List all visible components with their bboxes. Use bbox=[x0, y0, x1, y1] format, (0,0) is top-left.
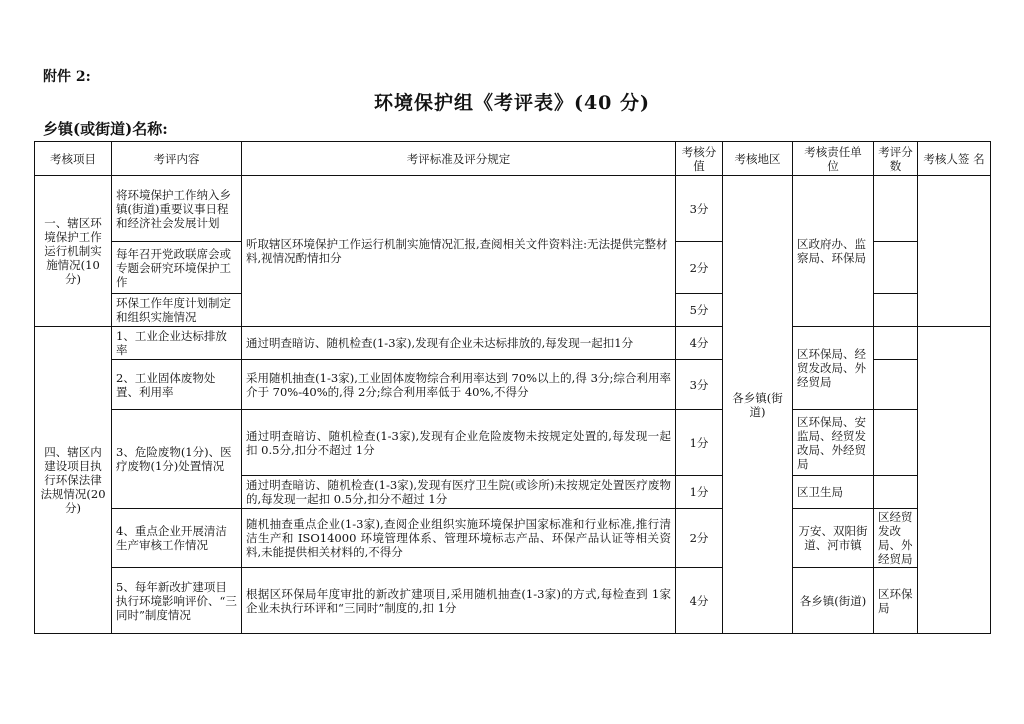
section1-standard: 听取辖区环境保护工作运行机制实施情况汇报,查阅相关文件资料注:无法提供完整材料,视情况酌情扣分 bbox=[242, 176, 676, 327]
section1-content-3: 环保工作年度计划制定和组织实施情况 bbox=[112, 294, 242, 327]
town-name-label: 乡镇(或街道)名称: bbox=[43, 120, 168, 138]
section2-unit-4: 区经贸发改局、外经贸局 bbox=[874, 509, 918, 568]
section2-standard-2: 采用随机抽查(1-3家),工业固体废物综合利用率达到 70%以上的,得 3分;综合利用率介于 70%-40%的,得 2分;综合利用率低于 40%,不得分 bbox=[242, 360, 676, 410]
signature-cell[interactable] bbox=[918, 327, 991, 634]
col-header-score-value: 考核分值 bbox=[676, 142, 723, 176]
col-header-content: 考评内容 bbox=[112, 142, 242, 176]
section2-content-4: 4、重点企业开展清洁生产审核工作情况 bbox=[112, 509, 242, 568]
table-row bbox=[35, 176, 991, 242]
table-row bbox=[35, 327, 991, 360]
section2-standard-1: 通过明查暗访、随机检查(1-3家),发现有企业未达标排放的,每发现一起扣1分 bbox=[242, 327, 676, 360]
score-cell[interactable] bbox=[874, 294, 918, 327]
page-title: 环境保护组《考评表》(40 分) bbox=[373, 92, 651, 114]
score-cell[interactable] bbox=[874, 410, 918, 476]
col-header-standard: 考评标准及评分规定 bbox=[242, 142, 676, 176]
section2-area-5: 万安、双阳街道、河市镇 bbox=[793, 509, 874, 568]
score-cell[interactable] bbox=[874, 176, 918, 242]
area-main: 各乡镇(街道) bbox=[723, 176, 793, 634]
section2-score-1: 4分 bbox=[676, 327, 723, 360]
section2-standard-5: 随机抽查重点企业(1-3家),查阅企业组织实施环境保护国家标准和行业标准,推行清洁生产和 ISO14000 环境管理体系、管理环境标志产品、环保产品认证等相关资料,未能提供相关材料的,不得分 bbox=[242, 509, 676, 568]
col-header-responsible-unit: 考核责任单 位 bbox=[793, 142, 874, 176]
section2-unit-2: 区环保局、安监局、经贸发改局、外经贸局 bbox=[793, 410, 874, 476]
evaluation-table bbox=[34, 141, 991, 634]
section2-score-3: 1分 bbox=[676, 410, 723, 476]
table-row bbox=[35, 509, 991, 568]
section3-score: 4分 bbox=[676, 568, 723, 634]
col-header-area: 考核地区 bbox=[723, 142, 793, 176]
score-cell[interactable] bbox=[874, 360, 918, 410]
section1-content-2: 每年召开党政联席会或专题会研究环境保护工作 bbox=[112, 242, 242, 294]
section2-standard-3: 通过明查暗访、随机检查(1-3家),发现有企业危险废物未按规定处置的,每发现一起扣 0.5分,扣分不超过 1分 bbox=[242, 410, 676, 476]
section1-score-1: 3分 bbox=[676, 176, 723, 242]
score-cell[interactable] bbox=[874, 242, 918, 294]
signature-cell[interactable] bbox=[918, 176, 991, 327]
score-cell[interactable] bbox=[874, 327, 918, 360]
section3-unit: 区环保局 bbox=[874, 568, 918, 634]
section2-unit-3: 区卫生局 bbox=[793, 476, 874, 509]
section1-item: 一、辖区环境保护工作运行机制实施情况(10分) bbox=[35, 176, 112, 327]
section3-standard: 根据区环保局年度审批的新改扩建项目,采用随机抽查(1-3家)的方式,每检查到 1家企业未执行环评和“三同时”制度的,扣 1分 bbox=[242, 568, 676, 634]
section1-score-3: 5分 bbox=[676, 294, 723, 327]
section1-unit: 区政府办、监察局、环保局 bbox=[793, 176, 874, 327]
col-header-evaluation-score: 考评分数 bbox=[874, 142, 918, 176]
col-header-signature: 考核人签 名 bbox=[918, 142, 991, 176]
section3-content: 5、每年新改扩建项目执行环境影响评价、“三同时”制度情况 bbox=[112, 568, 242, 634]
section2-standard-4: 通过明查暗访、随机检查(1-3家),发现有医疗卫生院(或诊所)未按规定处置医疗废物的,每发现一起扣 0.5分,扣分不超过 1分 bbox=[242, 476, 676, 509]
section1-content-1: 将环境保护工作纳入乡镇(街道)重要议事日程和经济社会发展计划 bbox=[112, 176, 242, 242]
attachment-label: 附件 2: bbox=[43, 69, 91, 85]
section1-score-2: 2分 bbox=[676, 242, 723, 294]
section2-content-1: 1、工业企业达标排放率 bbox=[112, 327, 242, 360]
table-row bbox=[35, 410, 991, 476]
col-header-item: 考核项目 bbox=[35, 142, 112, 176]
section2-score-2: 3分 bbox=[676, 360, 723, 410]
table-header-row bbox=[35, 142, 991, 176]
section3-area: 各乡镇(街道) bbox=[793, 568, 874, 634]
section2-content-3: 3、危险废物(1分)、医疗废物(1分)处置情况 bbox=[112, 410, 242, 509]
score-cell[interactable] bbox=[874, 476, 918, 509]
section2-score-5: 2分 bbox=[676, 509, 723, 568]
table-row bbox=[35, 568, 991, 634]
section2-score-4: 1分 bbox=[676, 476, 723, 509]
section2-item: 四、辖区内建设项目执行环保法律法规情况(20分) bbox=[35, 327, 112, 634]
section2-content-2: 2、工业固体废物处置、利用率 bbox=[112, 360, 242, 410]
section2-unit-1: 区环保局、经贸发改局、外经贸局 bbox=[793, 327, 874, 410]
